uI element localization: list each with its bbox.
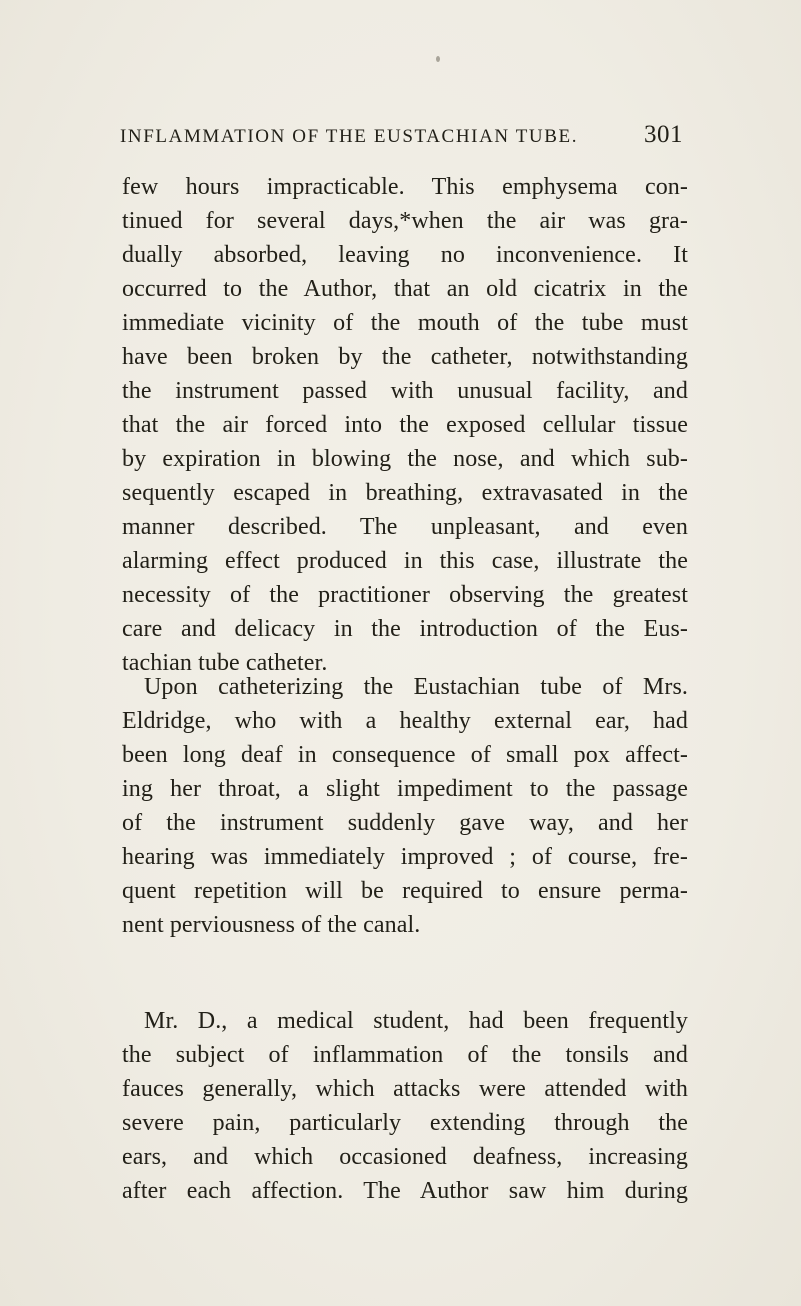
text-line: Upon catheterizing the Eustachian tube of Mrs. (144, 674, 688, 700)
text-line: hearing was immediately improved ; of course, fre- (122, 844, 688, 870)
running-head (120, 118, 780, 152)
paragraph-eldridge-case (122, 670, 688, 942)
text-line: necessity of the practitioner observing the greatest (122, 582, 688, 608)
text-line: fauces generally, which attacks were attended with (122, 1076, 688, 1102)
text-line: care and delicacy in the introduction of the Eus- (122, 616, 688, 642)
text-line: after each affection. The Author saw him during (122, 1178, 688, 1204)
text-line: immediate vicinity of the mouth of the tube must (122, 310, 688, 336)
text-line: tinued for several days,*when the air was gra- (122, 208, 688, 234)
text-line: tachian tube catheter. (122, 650, 328, 676)
text-line: manner described. The unpleasant, and even (122, 514, 688, 540)
paragraph-student-case (122, 1004, 688, 1208)
text-line: have been broken by the catheter, notwithstanding (122, 344, 688, 370)
running-head-title: INFLAMMATION OF THE EUSTACHIAN TUBE. (120, 126, 579, 147)
text-line: Mr. D., a medical student, had been frequently (144, 1008, 688, 1034)
text-line: been long deaf in consequence of small pox affect- (122, 742, 688, 768)
text-line: alarming effect produced in this case, illustrate the (122, 548, 688, 574)
text-line: ing her throat, a slight impediment to the passage (122, 776, 688, 802)
text-line: quent repetition will be required to ensure perma- (122, 878, 688, 904)
text-line: severe pain, particularly extending through the (122, 1110, 688, 1136)
ink-fleck (436, 56, 440, 62)
page-number: 301 (644, 121, 683, 148)
text-line: the subject of inflammation of the tonsils and (122, 1042, 688, 1068)
paragraph-emphysema-case (122, 170, 688, 680)
text-line: Eldridge, who with a healthy external ear, had (122, 708, 688, 734)
text-line: the instrument passed with unusual facility, and (122, 378, 688, 404)
text-line: nent perviousness of the canal. (122, 912, 421, 938)
text-line: ears, and which occasioned deafness, increasing (122, 1144, 688, 1170)
text-line: by expiration in blowing the nose, and which sub- (122, 446, 688, 472)
text-line: few hours impracticable. This emphysema con- (122, 174, 688, 200)
text-line: sequently escaped in breathing, extravasated in the (122, 480, 688, 506)
text-line: that the air forced into the exposed cellular tissue (122, 412, 688, 438)
text-line: of the instrument suddenly gave way, and her (122, 810, 688, 836)
text-line: occurred to the Author, that an old cicatrix in the (122, 276, 688, 302)
text-line: dually absorbed, leaving no inconvenience. It (122, 242, 688, 268)
